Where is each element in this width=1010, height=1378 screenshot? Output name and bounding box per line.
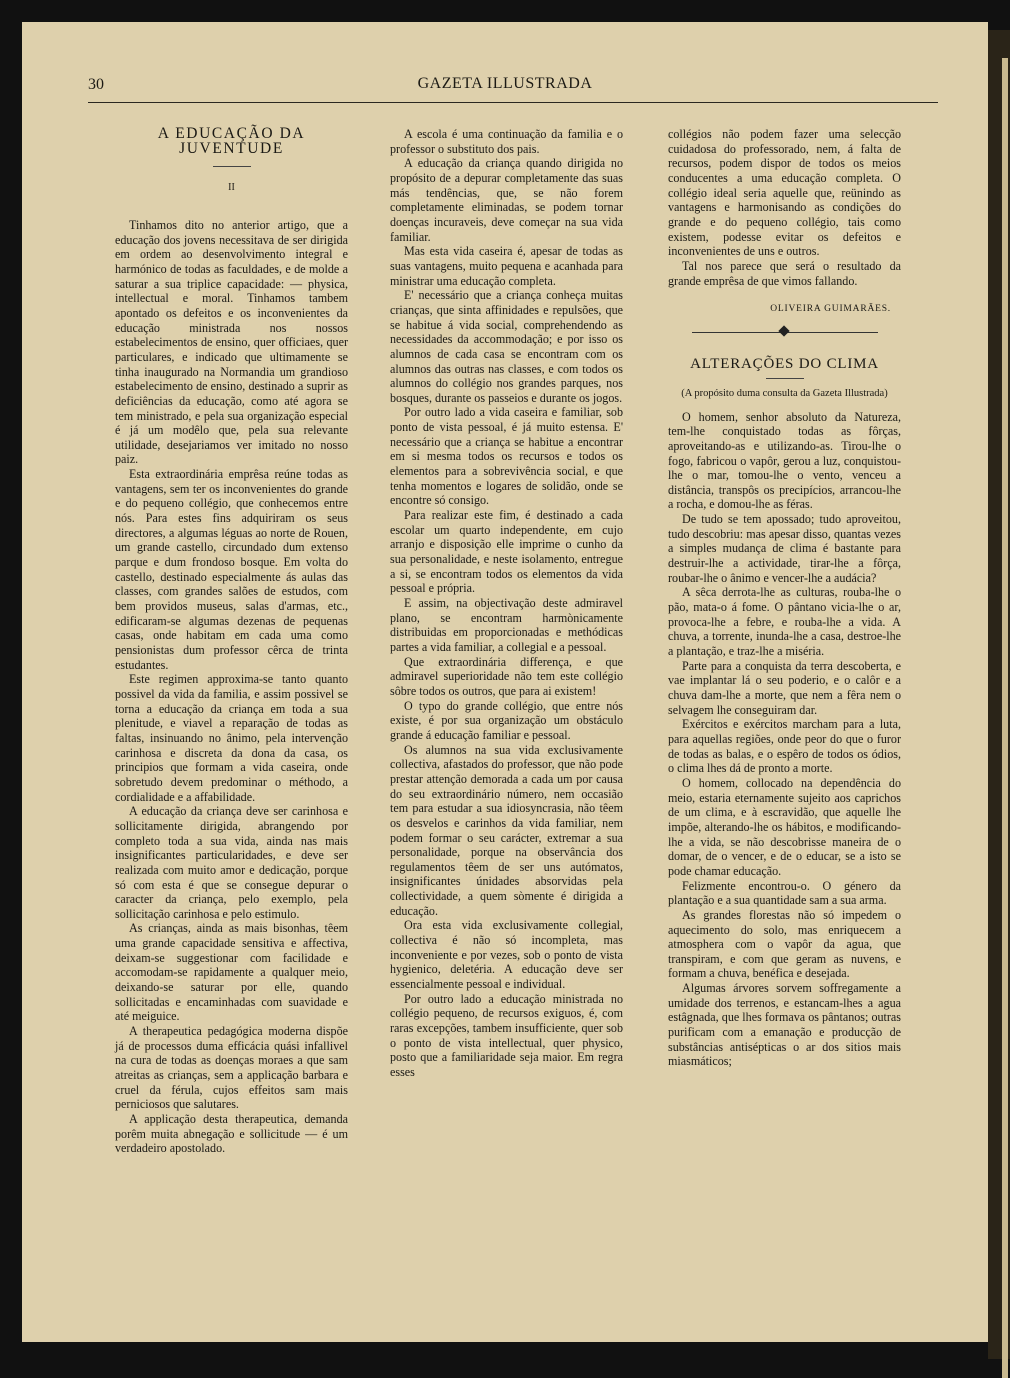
paragraph: E' necessário que a criança conheça muitas crianças, que sinta affinidades e repulsões, que se habitue á vida social, comprehendendo as necessidades da accommodação; e por isso os alumnos de cada casa se encontram com os alumnos das outras nas classes, e com todos os alumnos do collégio nos grandes parques, nos bosques, durante os passeios e durante os jogos. (390, 288, 623, 405)
page-edge (988, 30, 1010, 1359)
article-title-2: ALTERAÇÕES DO CLIMA (690, 355, 879, 372)
paragraph: A sêca derrota-lhe as culturas, rouba-lhe o pão, mata-o á fome. O pântano vicia-lhe o ar, provoca-lhe a febre, e rouba-lhe a vida. A chuva, a torrente, inunda-lhe a casa, destroe-lhe a plantação, e traz-lhe a miséria. (668, 585, 901, 659)
paragraph: Tal nos parece que será o resultado da grande emprêsa de que vimos fallando. (668, 258, 901, 288)
part-number: II (228, 182, 235, 194)
paragraph: De tudo se tem apossado; tudo aproveitou, tudo descobriu: mas apesar disso, quantas vezes a simples mudança de clima é bastante para destruir-lhe a actividade, tirar-lhe a fôrça, roubar-lhe o ânimo e vencer-lhe a audácia? (668, 512, 901, 585)
diamond-icon (778, 325, 789, 336)
paragraph: Ora esta vida exclusivamente collegial, collectiva é não só incompleta, mas inconveniente e por vezes, sob o ponto de vista hygienico, deletéria. A educação deve ser essencialmente pessoal e individual. (390, 918, 623, 992)
paragraph: A escola é uma continuação da familia e o professor o substituto dos pais. (390, 127, 623, 156)
paragraph: O homem, senhor absoluto da Natureza, tem-lhe conquistado todas as fôrças, aproveitando-as e utilizando-as. Tirou-lhe o fogo, fabricou o vapôr, gerou a luz, conquistou-lhe o mar, tomou-lhe o vento, venceu a distância, transpôs os precipícios, arrancou-lhe a rocha, e domou-lhe as féras. (668, 409, 901, 512)
paragraph: Tinhamos dito no anterior artigo, que a educação dos jovens necessitava de ser dirigida em ordem ao desenvolvimento integral e harmónico de todas as faculdades, e de molde a saturar a sua triplice capacidade: — physica, intellectual e moral. Tinhamos tambem apontado os defeitos e os inconvenientes da educação ministrada nos nossos estabelecimentos de ensino, quer officiaes, quer particulares, e indicado que ultimamente se tinha inaugurado na Normandia um grandioso estabelecimento de ensino, destinado a suprir as deficiências da educação, como até agora se tem ministrado, e pela sua organização especial é já um modêlo que, pela sua relevante utilidade, desejariamos ver imitado no nosso paiz. (115, 217, 348, 467)
section-ornament (668, 325, 901, 341)
paragraph: A educação da criança deve ser carinhosa e sollicitamente dirigida, abrangendo por completo toda a sua vida, ainda nas mais insignificantes particularidades, e deve ser realizada com muito amor e dedicação, porque só com esta é que se consegue depurar o caracter da criança, pelo exemplo, pela sollicitação carinhosa e pelo estimulo. (115, 804, 348, 921)
page-number: 30 (88, 76, 104, 93)
paragraph: Por outro lado a educação ministrada no collégio pequeno, de recursos exiguos, é, com raras excepções, tambem insufficiente, quer sob o ponto de vista intellectual, quer physico, posto que a familiaridade seja maior. Em regra esses (390, 991, 623, 1079)
paragraph: O homem, collocado na dependência do meio, estaria eternamente sujeito aos caprichos de um clima, e à escravidão, que aquelle lhe impõe, alterando-lhe os hábitos, e modificando-lhe a vida, se não descobrisse maneira de o domar, de o vencer, e de o educar, se a isto se pode chamar educação. (668, 775, 901, 878)
title-divider-2 (766, 378, 804, 379)
column-2 (390, 127, 623, 1080)
header-rule (88, 102, 938, 103)
paragraph: Parte para a conquista da terra descoberta, e vae implantar lá o seu poderio, e o calôr e a chuva dam-lhe a morte, que nem a fêra nem o selvagem lhe conseguiram dar. (668, 658, 901, 717)
paragraph: E assim, na objectivação deste admiravel plano, se encontram harmònicamente distribuidas em proporcionadas e methódicas partes a vida familiar, a collegial e a pessoal. (390, 596, 623, 654)
title-divider (213, 166, 251, 167)
paragraph: Este regimen approxima-se tanto quanto possivel da vida da familia, e assim possivel se torna a educação da criança em toda a sua plenitude, e viavel a reparação de todas as faltas, insinuando no ânimo, pela intervenção carinhosa e discreta da dona da casa, os principios que formam a vida caseira, onde sobretudo devem predominar o méthodo, a cordialidade e a affabilidade. (115, 672, 348, 804)
paragraph: Esta extraordinária emprêsa reúne todas as vantagens, sem ter os inconvenientes do grande e do pequeno collégio, que conhecemos entre nós. Para estes fins adquiriram os seus directores, a algumas léguas ao norte de Rouen, um grande castello, circundado dum extenso parque e dum frondoso bosque. Em volta do castello, destinado especialmente ás aulas das classes, com grandes salões de estudos, com bem providos museus, salas d'armas, etc., edificaram-se algumas dezenas de pequenas casas, onde habitam em cada uma como pensionistas dum professor cêrca de trinta estudantes. (115, 467, 348, 672)
paragraph: Algumas árvores sorvem soffregamente a umidade dos terrenos, e estancam-lhes a agua estâgnada, que lhes formava os pântanos; outras purificam com a emanação e producção de substâncias antisépticas o ar dos sitios mais miasmáticos; (668, 981, 901, 1069)
paragraph: Mas esta vida caseira é, apesar de todas as suas vantagens, muito pequena e acanhada para ministrar uma educação completa. (390, 244, 623, 288)
paragraph: Para realizar este fim, é destinado a cada escolar um quarto independente, em cujo arranjo e disposição elle imprime o cunho da sua personalidade, e neste isolamento, entregue a si, se encontram todos os elementos da vida pessoal e própria. (390, 508, 623, 596)
paragraph: As crianças, ainda as mais bisonhas, têem uma grande capacidade sensitiva e affectiva, deixam-se suggestionar com facilidade e accomodam-se rapidamente a qualquer meio, deixando-se saturar por elle, quando sollicitadas e encaminhadas com suavidade e até meiguice. (115, 921, 348, 1024)
paragraph: Por outro lado a vida caseira e familiar, sob ponto de vista pessoal, é já muito estensa. E' necessário que a criança se habitue a encontrar em si mesma todos os recursos e todos os elementos para a sobrevivência social, e que tenha momentos e logares de solidão, onde se encontre só consigo. (390, 405, 623, 508)
column-1 (115, 127, 348, 1156)
article-subtitle: (A propósito duma consulta da Gazeta Illustrada) (681, 387, 888, 399)
paragraph: As grandes florestas não só impedem o aquecimento do solo, mas enriquecem a atmosphera com o vapôr da agua, que transpiram, e com que geram as nuvens, e formam a chuva, benéfica e desejada. (668, 907, 901, 981)
paragraph: O typo do grande collégio, que entre nós existe, é por sua organização um obstáculo grande á educação familiar e pessoal. (390, 698, 623, 742)
paragraph: Felizmente encontrou-o. O género da plantação e a sua quantidade sam a sua arma. (668, 878, 901, 908)
paragraph: Que extraordinária differença, e que admiravel superioridade não tem este collégio sôbre todos os outros, que para ai existem! (390, 654, 623, 698)
paragraph: Exércitos e exércitos marcham para a luta, para aquellas regiões, onde peor do que o furor de todas as balas, e o espêro de todos os ódios, o clima lhes dá de pronto a morte. (668, 717, 901, 776)
paragraph: Os alumnos na sua vida exclusivamente collectiva, afastados do professor, que não pode prestar attenção demorada a cada um por causa do seu extraordinário número, nem occasião tem para estudar a sua idiosyncrasia, não têem os desvelos e carinhos da vida familiar, nem podem formar o seu carácter, extremar a sua personalidade, porque na observância dos regulamentos têem de ser uns autómatos, insignificantes únidades absorvidas pela collectividade, a quem sòmente é dirigida a educação. (390, 742, 623, 918)
adjacent-page-strip (1002, 58, 1008, 1378)
paragraph: A therapeutica pedagógica moderna dispõe já de processos duma efficácia quási infallivel na cura de todas as doenças moraes a que sam atreitas as crianças, sem a applicação barbara e cruel da férula, cujos effeitos sam mais perniciosos que salutares. (115, 1024, 348, 1112)
author-signature: OLIVEIRA GUIMARÃES. (770, 304, 891, 315)
paragraph: collégios não podem fazer uma selecção cuidadosa do professorado, nem, á falta de recursos, podem dispor de todos os meios conducentes a uma educação completa. O collégio ideal seria aquelle que, reünindo as vantagens e harmonisando as condições do grande e do pequeno collégio, tais como existem, podesse evitar os defeitos e inconvenientes de uns e outros. (668, 127, 901, 259)
paragraph: A applicação desta therapeutica, demanda porêm muita abnegação e sollicitude — é um verdadeiro apostolado. (115, 1112, 348, 1156)
column-3 (668, 127, 901, 1069)
masthead: GAZETA ILLUSTRADA (417, 75, 593, 92)
article-title: A EDUCAÇÃO DA JUVENTUDE (157, 125, 306, 157)
paragraph: A educação da criança quando dirigida no propósito de a depurar completamente das suas más tendências, que, se não forem completamente eliminadas, se podem tornar doenças incuraveis, deve começar na sua vida familiar. (390, 156, 623, 244)
